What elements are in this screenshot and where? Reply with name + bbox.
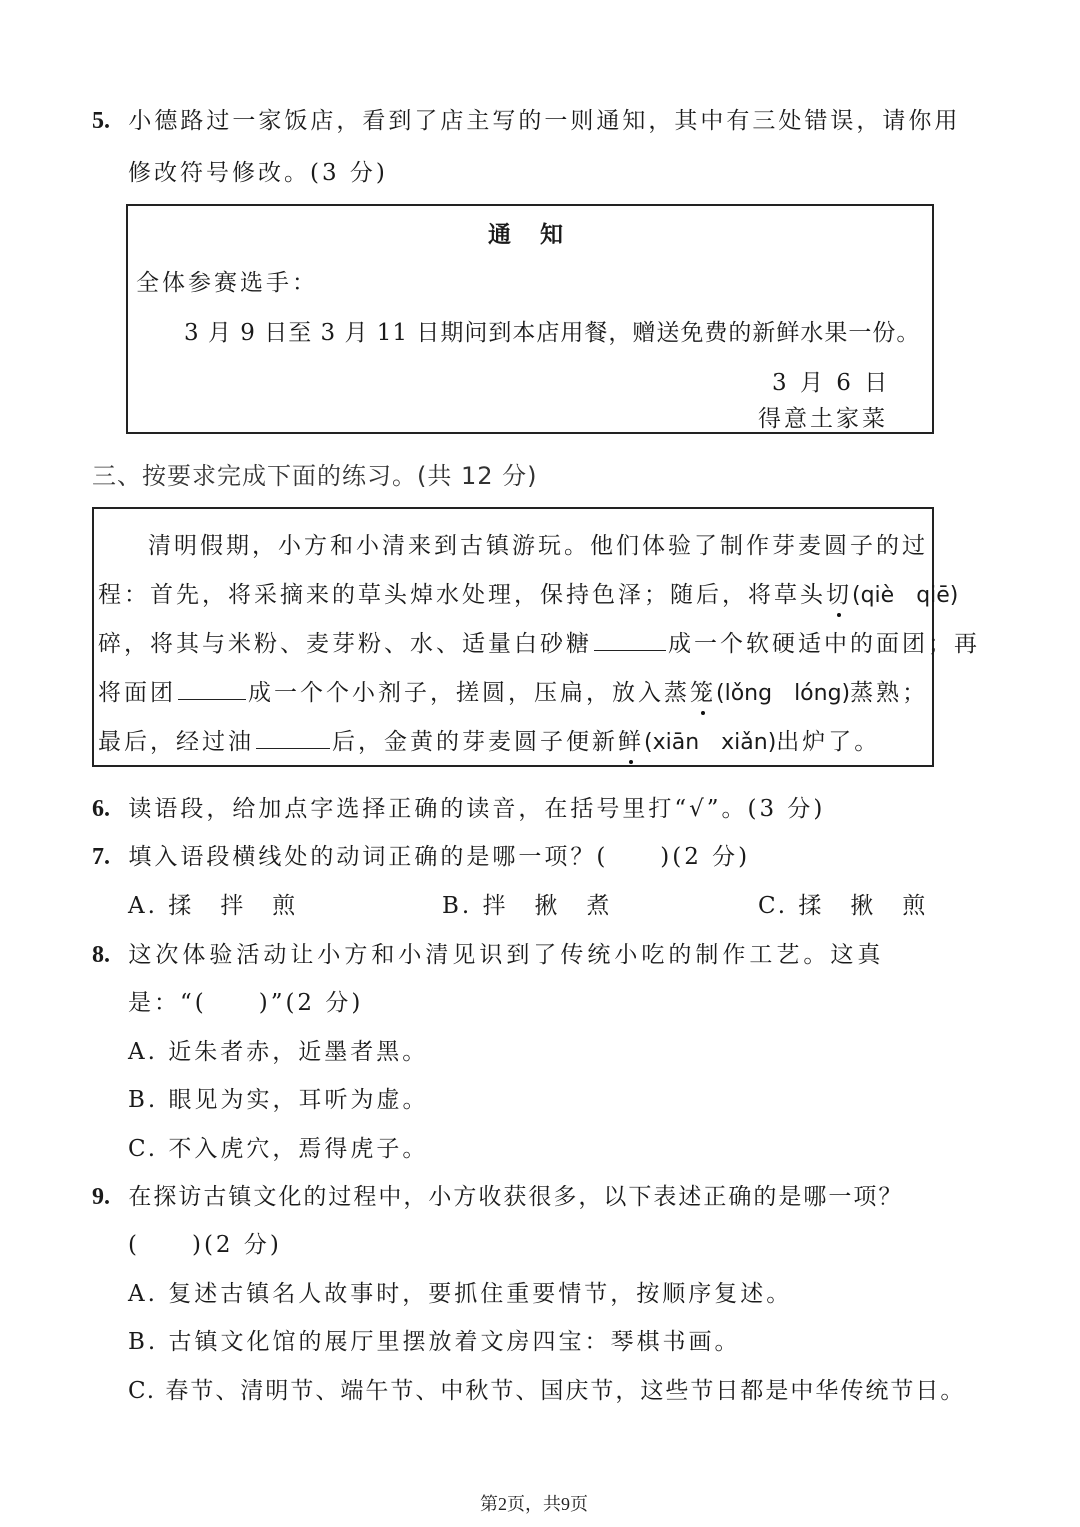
notice-title: 通 知: [488, 221, 566, 248]
passage-line-1: 清明假期，小方和小清来到古镇游玩。他们体验了制作芽麦圆子的过: [148, 533, 928, 559]
option-a[interactable]: A. 复述古镇名人故事时，要抓住重要情节，按顺序复述。: [128, 1281, 793, 1307]
question-9: [92, 1178, 903, 1211]
passage-box: [92, 507, 980, 767]
pinyin-choice: (lǒng lóng): [716, 681, 851, 706]
option-b[interactable]: B. 拌 揪 煮: [442, 893, 613, 919]
question-5: [92, 102, 960, 135]
option-c[interactable]: C. 春节、清明节、端午节、中秋节、国庆节，这些节日都是中华传统节日。: [128, 1378, 966, 1404]
question-8-line2: 是：“( )”(2 分): [128, 990, 364, 1016]
question-number: 8.: [92, 942, 110, 968]
notice-signature: 得意土家菜: [758, 406, 888, 432]
passage-text: 最后，经过油: [98, 729, 254, 755]
notice-body: 3 月 9 日至 3 月 11 日期问到本店用餐，赠送免费的新鲜水果一份。: [184, 320, 921, 346]
fill-blank-2[interactable]: [178, 677, 246, 700]
passage-text: 将面团: [98, 680, 176, 706]
dotted-character: 鲜: [618, 723, 644, 756]
notice-addressee: 全体参赛选手：: [136, 270, 318, 296]
passage-line-4: [98, 674, 928, 707]
option-a[interactable]: A. 揉 拌 煎: [128, 893, 299, 919]
passage-text: 出炉了。: [776, 729, 881, 755]
question-text: 读语段，给加点字选择正确的读音，在括号里打“√”。(3 分): [128, 796, 826, 822]
option-c[interactable]: C. 不入虎穴，焉得虎子。: [128, 1136, 429, 1162]
passage-line-5: [98, 723, 880, 756]
option-b[interactable]: B. 眼见为实，耳听为虚。: [128, 1087, 429, 1113]
section-heading: 三、按要求完成下面的练习。(共 12 分): [92, 462, 538, 490]
question-6: [92, 790, 825, 823]
pinyin-choice: (xiān xiǎn): [644, 730, 777, 755]
option-a[interactable]: A. 近朱者赤，近墨者黑。: [128, 1039, 429, 1065]
notice-box: [126, 204, 934, 434]
question-7: [92, 838, 750, 871]
question-text: 这次体验活动让小方和小清见识到了传统小吃的制作工艺。这真: [128, 942, 885, 968]
pinyin-choice: (qiè qiē): [852, 583, 959, 608]
notice-date: 3 月 6 日: [772, 370, 891, 396]
question-number: 9.: [92, 1184, 110, 1210]
page-number: 第2页，共9页: [480, 1494, 588, 1514]
dotted-character: 笼: [690, 674, 716, 707]
passage-text: 程：首先，将采摘来的草头焯水处理，保持色泽；随后，将草头: [98, 582, 826, 608]
question-number: 5.: [92, 108, 110, 134]
passage-text: 碎，将其与米粉、麦芽粉、水、适量白砂糖: [98, 631, 592, 657]
question-text: 在探访古镇文化的过程中，小方收获很多，以下表述正确的是哪一项？: [128, 1184, 904, 1210]
question-9-line2: ( )(2 分): [128, 1232, 282, 1258]
option-b[interactable]: B. 古镇文化馆的展厅里摆放着文房四宝：琴棋书画。: [128, 1329, 741, 1355]
question-number: 6.: [92, 796, 110, 822]
question-number: 7.: [92, 844, 110, 870]
question-text: 小德路过一家饭店，看到了店主写的一则通知，其中有三处错误，请你用: [128, 108, 961, 134]
option-c[interactable]: C. 揉 揪 煎: [758, 893, 929, 919]
passage-text: 蒸熟；: [850, 680, 929, 706]
fill-blank-3[interactable]: [256, 726, 330, 749]
question-5-line2: 修改符号修改。(3 分): [128, 160, 388, 186]
passage-line-3: [98, 625, 980, 658]
passage-line-2: [98, 576, 958, 609]
passage-text: 成一个个小剂子，搓圆，压扁，放入蒸: [248, 680, 690, 706]
passage-text: 后，金黄的芽麦圆子便新: [332, 729, 618, 755]
dotted-character: 切: [826, 576, 852, 609]
fill-blank-1[interactable]: [594, 628, 666, 651]
passage-text: 成一个软硬适中的面团；再: [668, 631, 980, 657]
question-8: [92, 936, 884, 969]
question-text: 填入语段横线处的动词正确的是哪一项？( )(2 分): [128, 844, 751, 870]
